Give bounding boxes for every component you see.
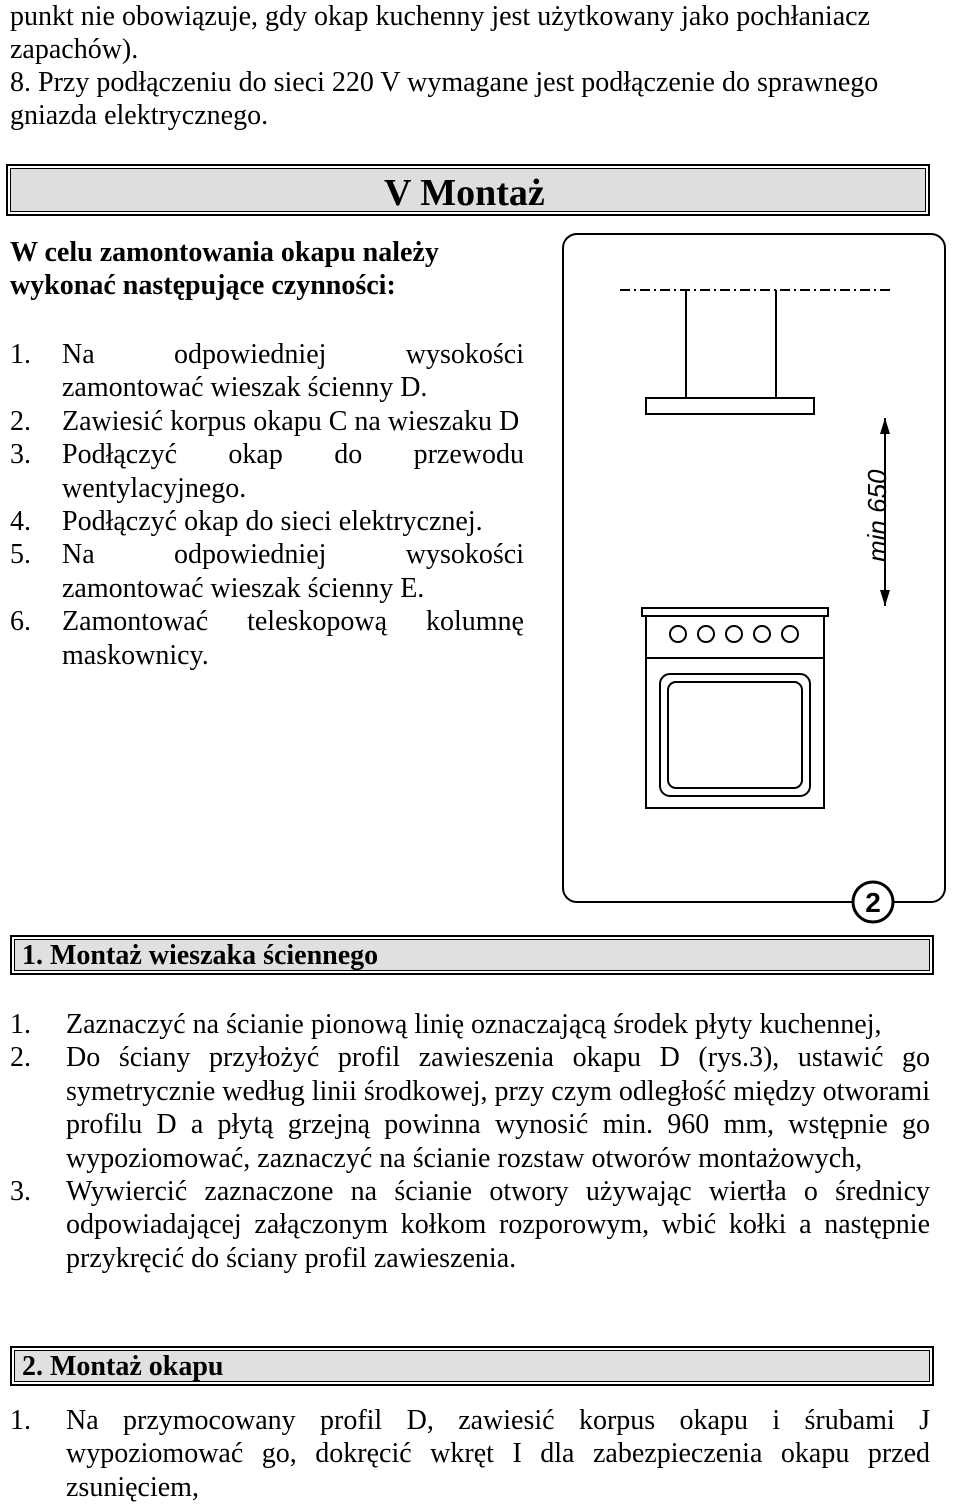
dimension-arrow-top (880, 418, 890, 434)
intro-line-1: punkt nie obowiązuje, gdy okap kuchenny jest użytkowany jako pochłaniacz zapachów). (10, 1, 870, 65)
list-item: 1. Na przymocowany profil D, zawiesić korpus okapu i śrubami J wypoziomować go, dokręcić wkręt I dla zabezpieczenia okapu przed zsunięciem, (10, 1405, 930, 1503)
section-1-list (10, 1008, 930, 1275)
stove-body (646, 658, 824, 808)
list-item: 3. Wywiercić zaznaczone na ścianie otwory używając wiertła o średnicy odpowiadającej załączonym kołkom rozporowym, wbić kołki a następnie przykręcić do ściany profil zawieszenia. (10, 1176, 930, 1274)
lead-text: W celu zamontowania okapu należy wykonać następujące czynności: (10, 237, 439, 301)
figure-number: 2 (865, 887, 881, 918)
list-item: 6. Zamontować teleskopową kolumnę maskownicy. (10, 606, 524, 671)
section-1-header (10, 935, 934, 975)
list-item: 5. Na odpowiedniej wysokości zamontować wieszak ścienny E. (10, 539, 524, 604)
list-item: 2. Do ściany przyłożyć profil zawieszenia okapu D (rys.3), ustawić go symetrycznie według linii środkowej, przy czym odległość między otworami profilu D a płytą grzejną powinna wynosić min. 960 mm, wstępnie go wypoziomować, zaznaczyć na ścianie rozstaw otworów montażowych, (10, 1042, 930, 1174)
list-item: 4. Podłączyć okap do sieci elektrycznej. (10, 506, 483, 538)
dimension-label: min 650 (862, 469, 892, 562)
section-2-list (10, 1404, 930, 1504)
intro-line-2: 8. Przy podłączeniu do sieci 220 V wymagane jest podłączenie do sprawnego gniazda elektrycznego. (10, 67, 879, 131)
list-item: 1. Zaznaczyć na ścianie pionową linię oznaczającą środek płyty kuchennej, (10, 1009, 882, 1040)
intro-text (10, 0, 932, 132)
section-2-title: 2. Montaż okapu (22, 1351, 224, 1382)
chapter-title: V Montaż (384, 172, 545, 214)
mounting-steps-list (10, 338, 524, 672)
hood-stove-figure (556, 228, 954, 928)
section-2-header (10, 1346, 934, 1386)
section-1-title: 1. Montaż wieszaka ściennego (22, 940, 379, 971)
list-item: 2. Zawiesić korpus okapu C na wieszaku D (10, 405, 520, 437)
stove-top (642, 608, 828, 616)
list-item: 3. Podłączyć okap do przewodu wentylacyjnego. (10, 439, 524, 504)
chapter-title-bar (6, 164, 930, 216)
dimension-arrow-bottom (880, 590, 890, 606)
list-item: 1. Na odpowiedniej wysokości zamontować wieszak ścienny D. (10, 339, 524, 404)
hood-body (646, 398, 814, 414)
